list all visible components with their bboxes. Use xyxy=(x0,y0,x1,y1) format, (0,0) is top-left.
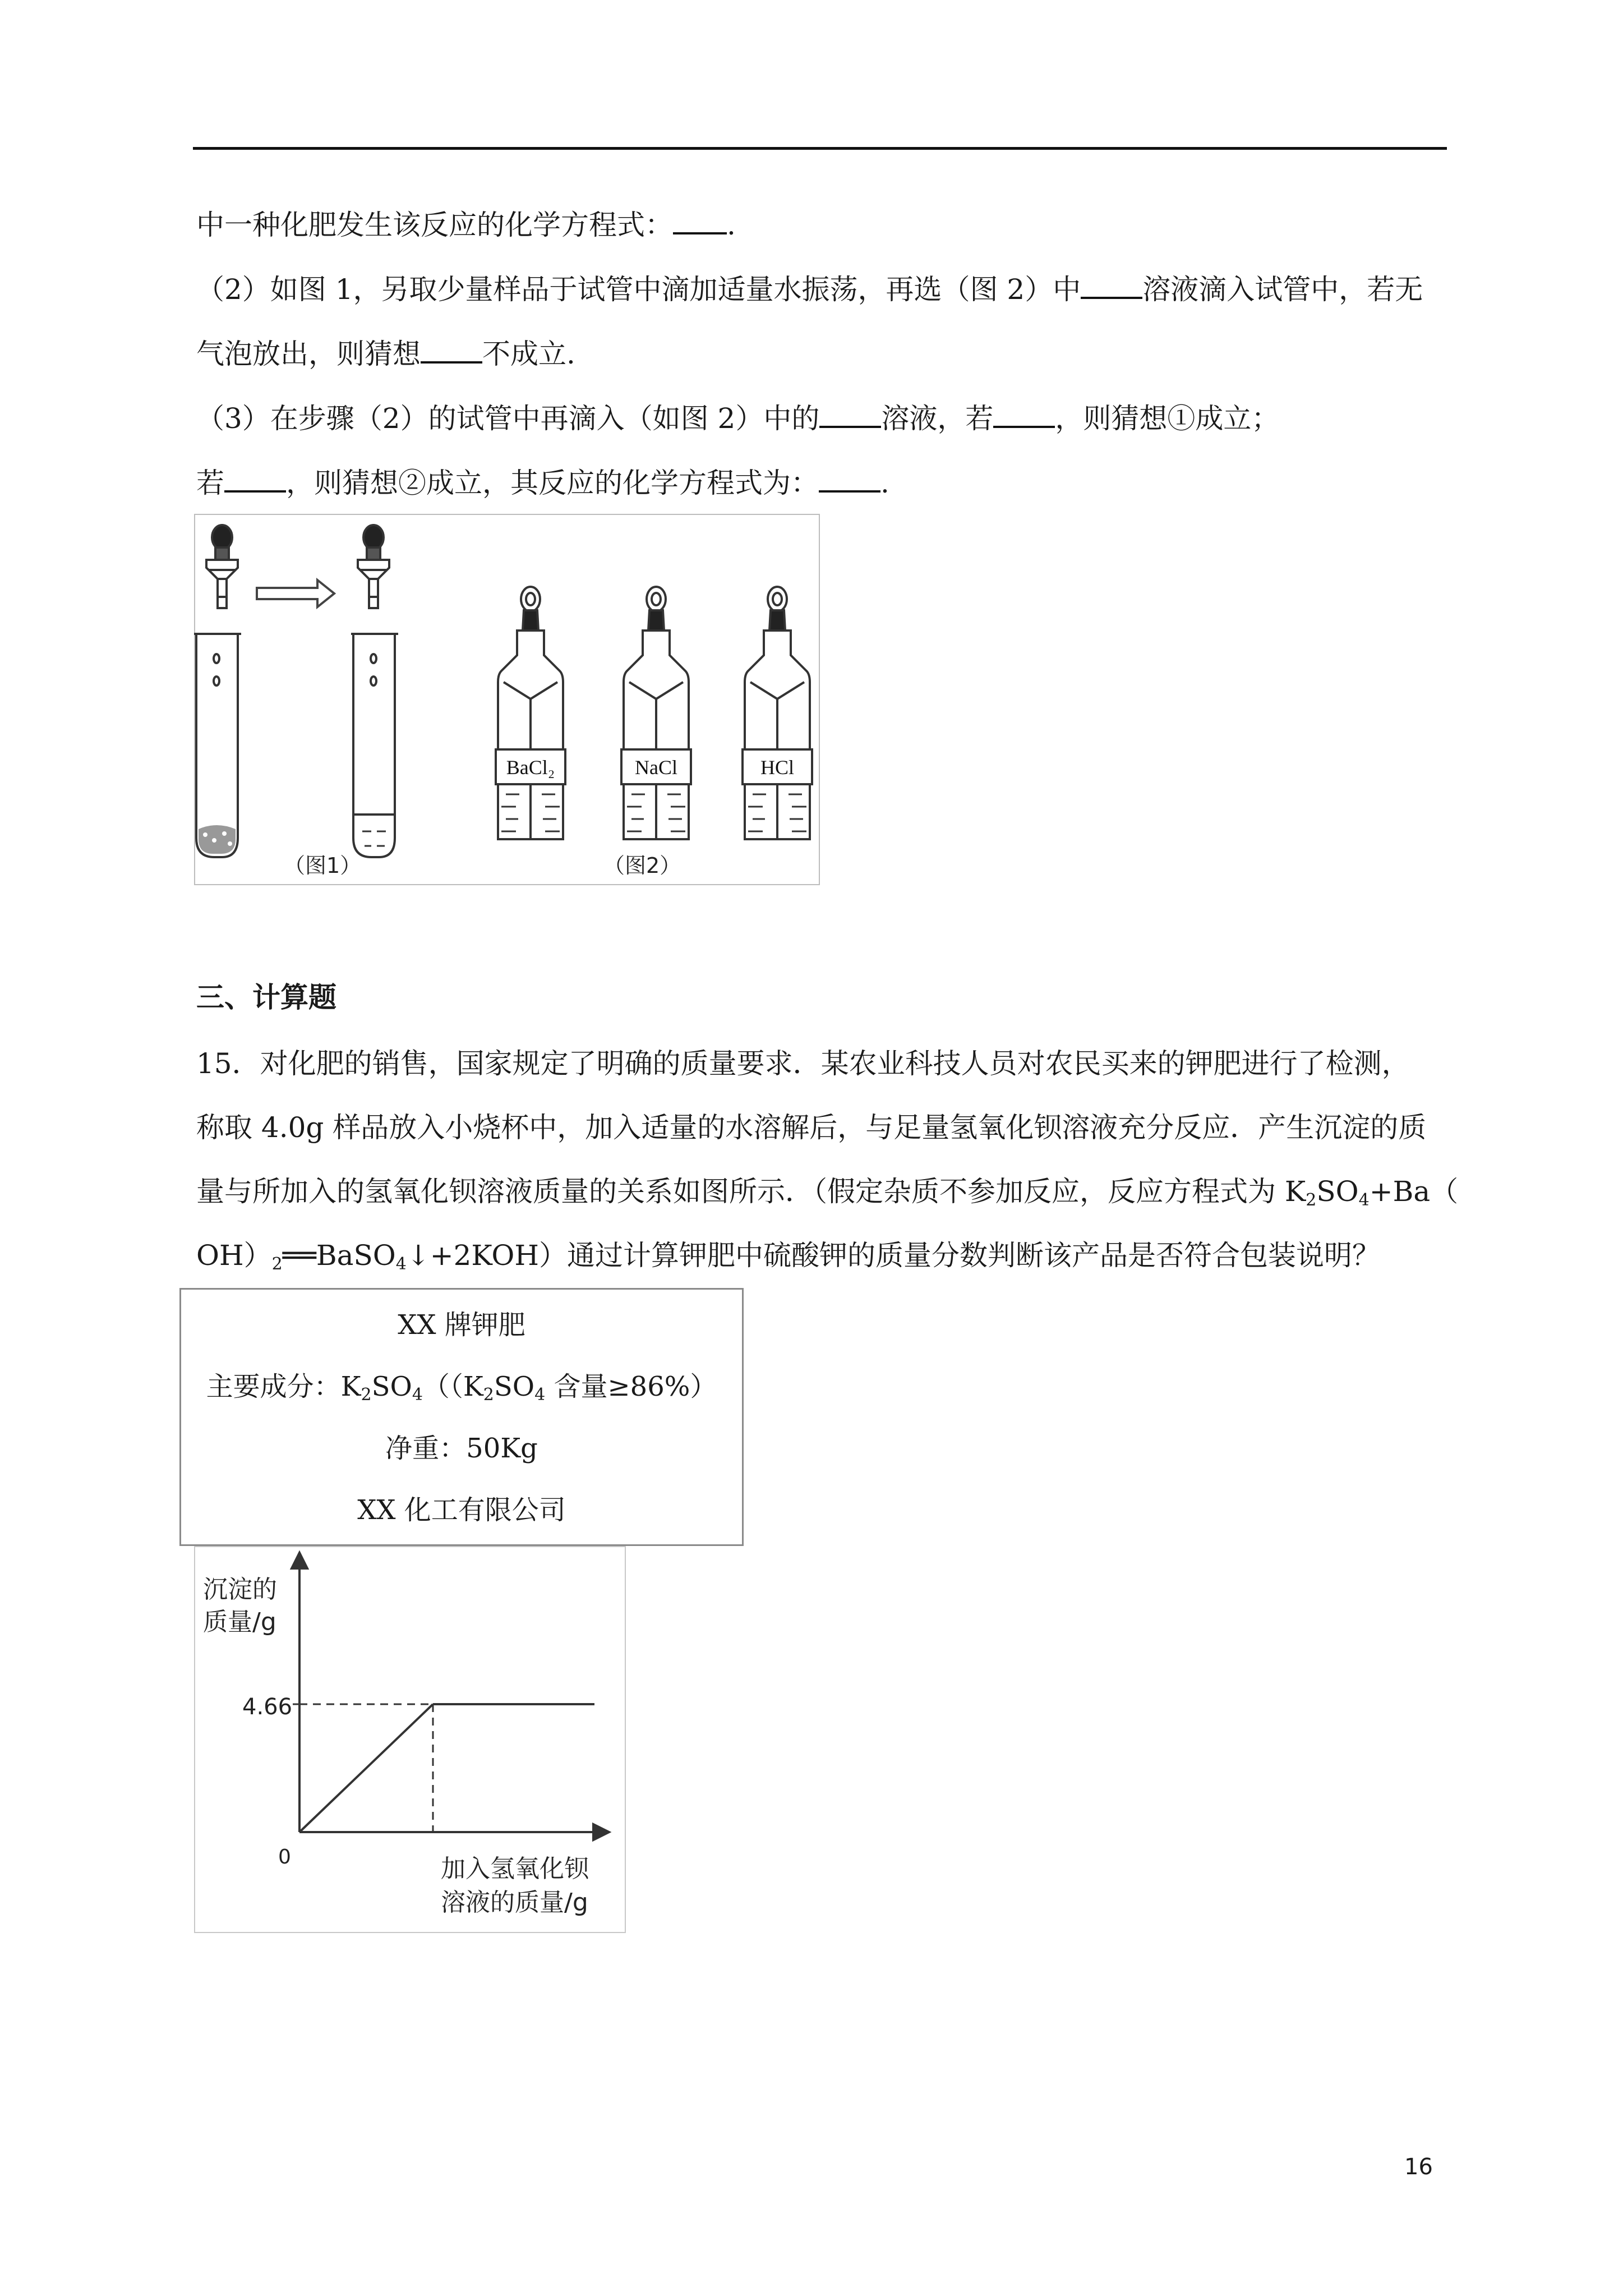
q15-line-4: $OH)_2══BaSO_4↓+2KOH$）通过计算钾肥中硫酸钾的质量分数判断该产品是否符合包装说明？ xyxy=(196,1239,1381,1274)
figure-2-caption: （图2） xyxy=(603,853,681,878)
q15-line-1: 15．对化肥的销售，国家规定了明确的质量要求．某农业科技人员对农民买来的钾肥进行了检测， xyxy=(196,1047,1410,1080)
product-ingredient: 主要成分：$K_2SO_4((K_2SO_4$ 含量≥86%） xyxy=(206,1371,717,1405)
answer-blank xyxy=(819,466,880,493)
answer-blank xyxy=(1081,272,1142,299)
test-tube-icon xyxy=(351,634,398,857)
q14-line-2: （2）如图 1，另取少量样品于试管中滴加适量水振荡，再选（图 2）中 溶液滴入试管中，若无 xyxy=(196,273,1423,306)
bottle-label-text: BaCl₂ xyxy=(506,756,555,779)
q14-line-5: 若 ，则猜想②成立，其反应的化学方程式为： . xyxy=(196,467,889,499)
q14-line-1: 中一种化肥发生该反应的化学方程式： . xyxy=(196,209,736,241)
q15-line-3: 量与所加入的氢氧化钡溶液质量的关系如图所示．（假定杂质不参加反应，反应方程式为 $K_2SO_4+Ba$（ xyxy=(196,1175,1459,1210)
bottle-label-text: NaCl xyxy=(635,756,677,779)
y-tick-label: 4.66 xyxy=(242,1694,293,1720)
section-heading: 三、计算题 xyxy=(196,981,336,1014)
product-company: XX 化工有限公司 xyxy=(357,1494,566,1526)
y-axis-label: 沉淀的 xyxy=(203,1575,277,1604)
bottle-label-text: HCl xyxy=(760,756,795,779)
q14-line-4: （3）在步骤（2）的试管中再滴入（如图 2）中的 溶液，若 ，则猜想①成立； xyxy=(196,402,1280,435)
x-axis-label: 溶液的质量/g xyxy=(441,1888,588,1917)
answer-blank xyxy=(993,401,1055,428)
test-tube-icon xyxy=(194,634,241,857)
x-axis-label: 加入氢氧化钡 xyxy=(441,1855,589,1883)
header-rule xyxy=(193,147,1447,150)
y-axis-label: 质量/g xyxy=(203,1608,276,1636)
q15-line-2: 称取 4.0g 样品放入小烧杯中，加入适量的水溶解后，与足量氢氧化钡溶液充分反应．产生沉淀的质 xyxy=(196,1111,1427,1144)
product-brand: XX 牌钾肥 xyxy=(398,1309,525,1341)
answer-blank xyxy=(224,466,286,493)
q14-line-3: 气泡放出，则猜想 不成立. xyxy=(196,338,575,370)
precipitate-mass-chart xyxy=(194,1546,626,1933)
product-label xyxy=(179,1288,744,1546)
answer-blank xyxy=(819,401,881,428)
figure-1-caption: （图1） xyxy=(284,853,362,878)
answer-blank xyxy=(421,337,482,364)
origin-label: 0 xyxy=(278,1846,291,1869)
page-number: 16 xyxy=(1404,2154,1433,2180)
lab-apparatus-figure xyxy=(194,514,820,885)
product-net-weight: 净重：50Kg xyxy=(385,1433,538,1464)
answer-blank xyxy=(673,208,727,234)
